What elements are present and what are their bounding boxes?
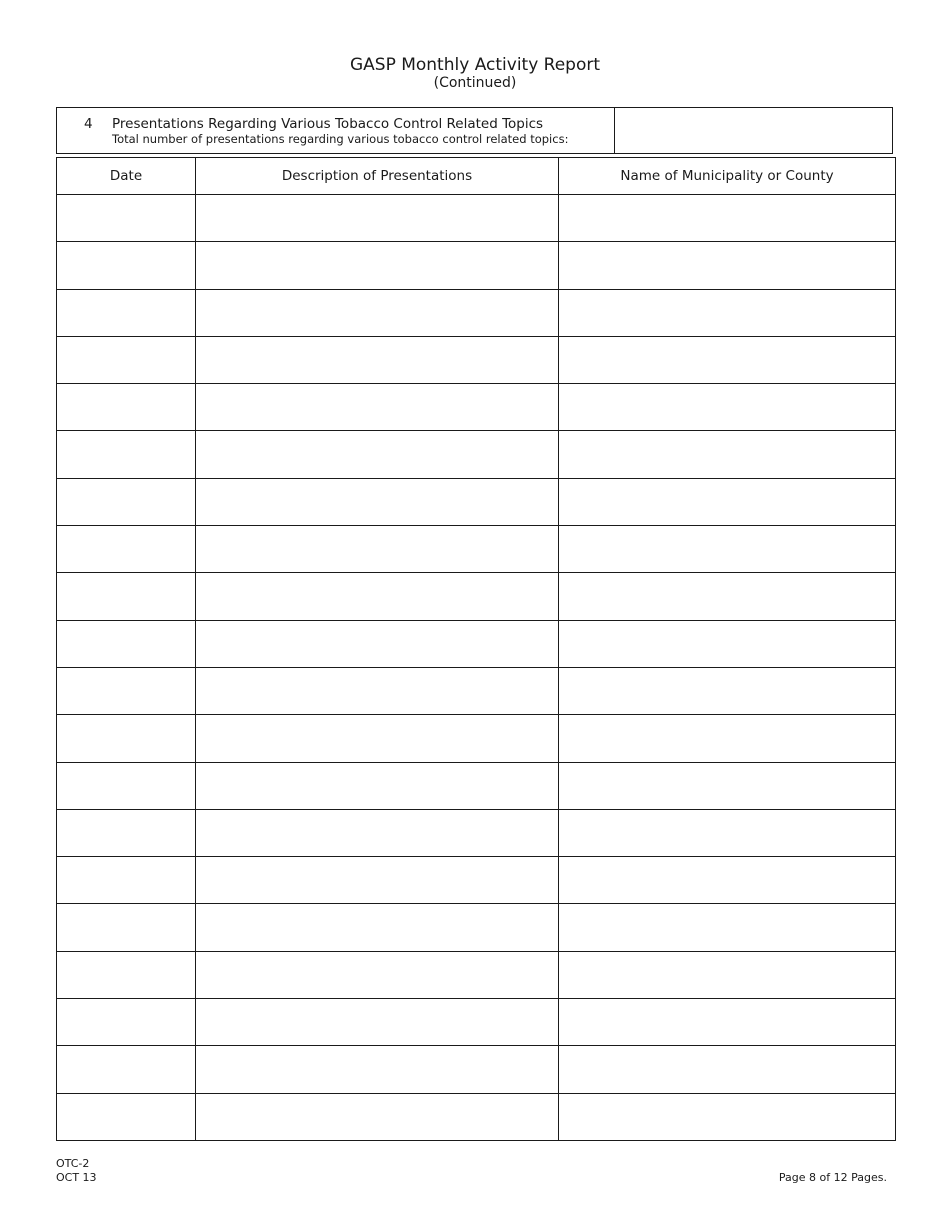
municipality-cell[interactable] [559,573,896,620]
date-cell[interactable] [57,999,196,1046]
section-heading: Presentations Regarding Various Tobacco Control Related Topics [112,116,544,132]
table-row [57,478,896,525]
municipality-cell[interactable] [559,809,896,856]
section-number: 4 [84,116,93,132]
table-row [57,573,896,620]
municipality-cell[interactable] [559,1093,896,1140]
municipality-cell[interactable] [559,526,896,573]
description-cell[interactable] [196,715,559,762]
table-row [57,1046,896,1093]
municipality-cell[interactable] [559,667,896,714]
municipality-cell[interactable] [559,478,896,525]
municipality-cell[interactable] [559,904,896,951]
date-cell[interactable] [57,289,196,336]
table-row [57,809,896,856]
description-cell[interactable] [196,384,559,431]
table-row [57,667,896,714]
date-cell[interactable] [57,526,196,573]
date-cell[interactable] [57,1093,196,1140]
table-row [57,904,896,951]
table-row [57,999,896,1046]
description-cell[interactable] [196,573,559,620]
municipality-cell[interactable] [559,1046,896,1093]
description-cell[interactable] [196,999,559,1046]
date-cell[interactable] [57,573,196,620]
page-subtitle: (Continued) [433,75,517,91]
municipality-cell[interactable] [559,620,896,667]
description-cell[interactable] [196,762,559,809]
municipality-cell[interactable] [559,289,896,336]
description-cell[interactable] [196,1046,559,1093]
total-presentations-field[interactable] [614,107,894,154]
description-cell[interactable] [196,904,559,951]
municipality-cell[interactable] [559,762,896,809]
date-cell[interactable] [57,620,196,667]
table-row [57,431,896,478]
date-cell[interactable] [57,857,196,904]
table-row [57,715,896,762]
table-row [57,195,896,242]
description-cell[interactable] [196,478,559,525]
municipality-cell[interactable] [559,857,896,904]
description-cell[interactable] [196,951,559,998]
date-cell[interactable] [57,809,196,856]
form-identifier [56,1157,97,1185]
page-number: Page 8 of 12 Pages. [778,1171,887,1184]
column-header-date: Date [57,158,196,195]
municipality-cell[interactable] [559,195,896,242]
table-row [57,762,896,809]
description-cell[interactable] [196,857,559,904]
page-title: GASP Monthly Activity Report [349,55,601,75]
table-row [57,242,896,289]
description-cell[interactable] [196,809,559,856]
date-cell[interactable] [57,384,196,431]
column-header-description: Description of Presentations [196,158,559,195]
presentations-table [56,157,896,1141]
municipality-cell[interactable] [559,999,896,1046]
table-row [57,526,896,573]
description-cell[interactable] [196,431,559,478]
date-cell[interactable] [57,195,196,242]
date-cell[interactable] [57,478,196,525]
table-header-row [57,158,896,195]
description-cell[interactable] [196,1093,559,1140]
table-row [57,951,896,998]
date-cell[interactable] [57,667,196,714]
description-cell[interactable] [196,667,559,714]
date-cell[interactable] [57,336,196,383]
date-cell[interactable] [57,431,196,478]
municipality-cell[interactable] [559,715,896,762]
municipality-cell[interactable] [559,431,896,478]
description-cell[interactable] [196,242,559,289]
description-cell[interactable] [196,526,559,573]
municipality-cell[interactable] [559,242,896,289]
table-row [57,857,896,904]
table-row [57,384,896,431]
date-cell[interactable] [57,904,196,951]
description-cell[interactable] [196,289,559,336]
column-header-municipality: Name of Municipality or County [559,158,896,195]
description-cell[interactable] [196,620,559,667]
table-row [57,620,896,667]
total-presentations-label: Total number of presentations regarding various tobacco control related topics: [112,132,569,146]
section-header-box [56,107,893,154]
municipality-cell[interactable] [559,384,896,431]
description-cell[interactable] [196,336,559,383]
table-row [57,1093,896,1140]
date-cell[interactable] [57,242,196,289]
table-row [57,289,896,336]
form-id: OTC-2 [56,1157,90,1170]
table-row [57,336,896,383]
municipality-cell[interactable] [559,951,896,998]
date-cell[interactable] [57,762,196,809]
form-date: OCT 13 [56,1171,97,1184]
description-cell[interactable] [196,195,559,242]
date-cell[interactable] [57,951,196,998]
date-cell[interactable] [57,715,196,762]
municipality-cell[interactable] [559,336,896,383]
date-cell[interactable] [57,1046,196,1093]
